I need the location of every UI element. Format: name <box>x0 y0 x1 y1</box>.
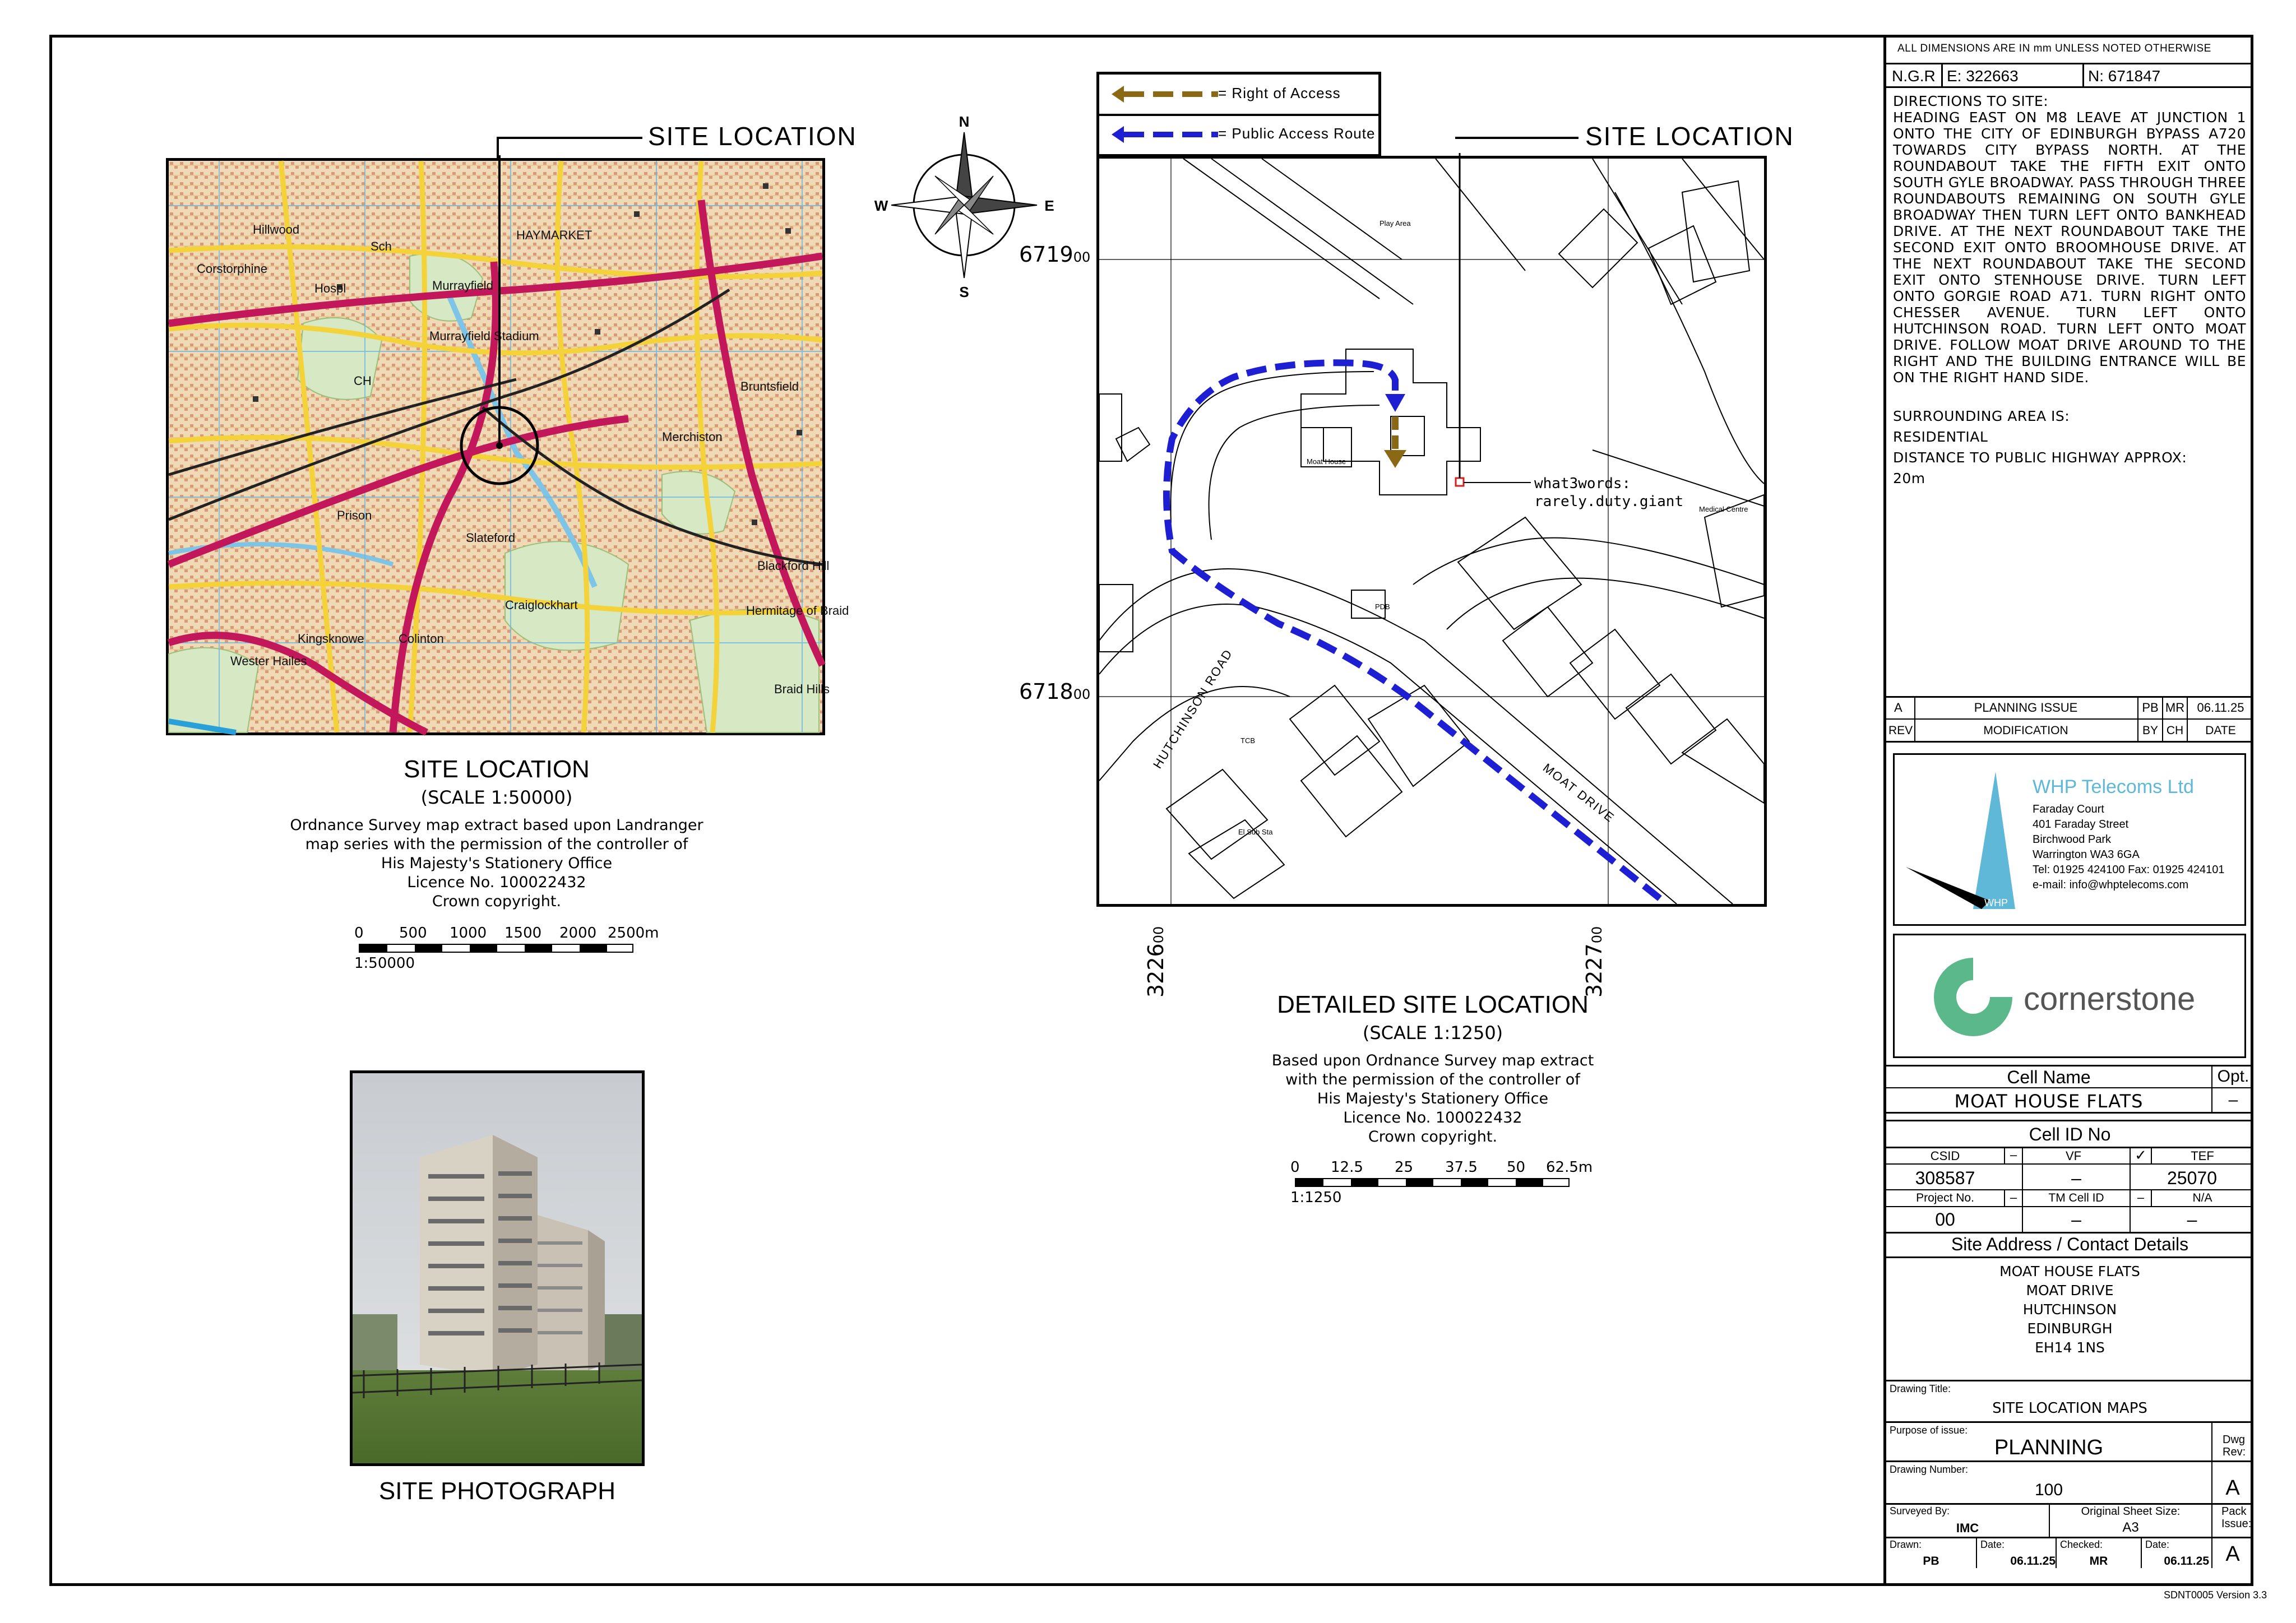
surrounding-label: SURROUNDING AREA IS: <box>1893 408 2070 424</box>
address-line: MOAT DRIVE <box>2026 1282 2114 1299</box>
caption-line: His Majesty's Stationery Office <box>1317 1090 1549 1107</box>
na-label: N/A <box>2192 1191 2212 1204</box>
sheet-size-value: A3 <box>2122 1520 2139 1535</box>
address-line: HUTCHINSON <box>2022 1301 2117 1318</box>
address-line: e-mail: info@whptelecoms.com <box>2033 879 2189 891</box>
legend-access-text: Right of Access <box>1232 85 1341 101</box>
scale-ratio: 1:50000 <box>354 955 415 972</box>
north-arrow <box>874 110 1054 300</box>
site-location-callout: SITE LOCATION <box>648 122 857 151</box>
directions-heading: DIRECTIONS TO SITE: <box>1893 93 2049 109</box>
caption-scale: (SCALE 1:50000) <box>420 787 573 808</box>
photo-graphic <box>353 1073 642 1463</box>
caption-line: with the permission of the controller of <box>1285 1071 1580 1088</box>
grid-n2-sub: 00 <box>1073 687 1091 702</box>
whp-logo-text: WHP <box>1984 897 2008 908</box>
csid-mark: – <box>2010 1148 2017 1162</box>
vf-label: VF <box>2065 1149 2082 1163</box>
pack-issue-value: A <box>2225 1542 2240 1566</box>
vf-value: – <box>2071 1168 2081 1188</box>
caption-line: His Majesty's Stationery Office <box>381 855 613 872</box>
vf-mark: ✓ <box>2135 1147 2147 1163</box>
site-address-label: Site Address / Contact Details <box>1951 1234 2189 1254</box>
scale-tick: 25 <box>1395 1159 1414 1176</box>
scale-tick: 0 <box>354 925 364 942</box>
address-line: 401 Faraday Street <box>2033 818 2129 831</box>
tm-value: – <box>2071 1209 2081 1230</box>
client-name: cornerstone <box>2024 981 2196 1017</box>
cell-name-value: MOAT HOUSE FLATS <box>1954 1091 2144 1112</box>
drawn-value: PB <box>1923 1555 1939 1568</box>
scale-tick: 1500 <box>504 925 542 942</box>
map-label: Slateford <box>466 531 516 545</box>
project-label: Project No. <box>1916 1191 1974 1204</box>
caption-title: SITE LOCATION <box>404 755 590 783</box>
caption-line: Based upon Ordnance Survey map extract <box>1271 1052 1594 1069</box>
grid-n2-main: 6718 <box>1019 679 1073 704</box>
compass-s: S <box>959 284 969 300</box>
compass-rose-icon <box>874 110 1054 300</box>
scale-ratio: 1:1250 <box>1290 1189 1342 1206</box>
date1-label: Date: <box>1980 1539 2005 1550</box>
map-label: Merchiston <box>662 430 723 444</box>
ngr-label: N.G.R <box>1892 67 1936 85</box>
purpose-label: Purpose of issue: <box>1890 1425 1968 1436</box>
csid-label: CSID <box>1930 1149 1960 1163</box>
rev-modification: PLANNING ISSUE <box>1974 701 2078 715</box>
address-line: Birchwood Park <box>2033 833 2112 846</box>
scale-tick: 2500m <box>608 925 659 942</box>
rev-header-ch: CH <box>2166 724 2184 737</box>
rev-header-by: BY <box>2142 724 2158 737</box>
date2-value: 06.11.25 <box>2164 1555 2209 1568</box>
drawing-rev: A <box>2225 1476 2240 1500</box>
project-value: 00 <box>1935 1209 1955 1230</box>
address-line: Tel: 01925 424100 Fax: 01925 424101 <box>2033 864 2225 876</box>
w3w-label: what3words: <box>1534 475 1631 492</box>
compass-w: W <box>874 197 888 214</box>
address-line: Warrington WA3 6GA <box>2033 848 2140 861</box>
scale-tick: 37.5 <box>1445 1159 1478 1176</box>
compass-n: N <box>959 113 970 130</box>
rev-header-rev: REV <box>1888 724 1913 737</box>
opt-label: Opt. <box>2217 1067 2249 1086</box>
map-label: Bruntsfield <box>740 379 799 393</box>
legend-row-route <box>1099 116 1378 154</box>
map-label: Corstorphine <box>197 262 267 276</box>
map-label: Hermitage of Braid <box>746 604 849 618</box>
rev-header-date: DATE <box>2205 724 2236 737</box>
directions-block <box>1893 93 2246 486</box>
caption-line: Crown copyright. <box>1368 1128 1498 1146</box>
caption-line: Ordnance Survey map extract based upon Landranger <box>290 817 703 834</box>
scale-tick: 2000 <box>559 925 597 942</box>
tef-value: 25070 <box>2167 1168 2217 1188</box>
map-label: Prison <box>337 508 372 522</box>
caption-line: Licence No. 100022432 <box>407 874 586 891</box>
map-label: Murrayfield Stadium <box>429 329 539 343</box>
rev-value: A <box>1894 701 1902 715</box>
tm-label: TM Cell ID <box>2048 1191 2104 1204</box>
scale-tick: 50 <box>1507 1159 1526 1176</box>
cell-id-label: Cell ID No <box>2029 1124 2111 1144</box>
distance-label: DISTANCE TO PUBLIC HIGHWAY APPROX: <box>1893 449 2187 466</box>
map-label-play-area: Play Area <box>1380 219 1411 228</box>
scale-tick: 62.5m <box>1546 1159 1593 1176</box>
date1-value: 06.11.25 <box>2010 1555 2056 1568</box>
distance-value: 20m <box>1893 470 1925 486</box>
cornerstone-logo-icon <box>1928 952 2018 1042</box>
caption-line: Crown copyright. <box>432 893 562 910</box>
caption-scale: (SCALE 1:1250) <box>1362 1022 1503 1044</box>
rev-header-mod: MODIFICATION <box>1983 724 2068 737</box>
rev-date: 06.11.25 <box>2197 701 2244 715</box>
public-access-route-icon <box>1112 126 1218 143</box>
checked-value: MR <box>2089 1555 2108 1568</box>
caption-line: map series with the permission of the controller of <box>305 836 688 853</box>
whp-logo-icon <box>1900 772 2024 912</box>
na-value: – <box>2187 1209 2197 1230</box>
scale-tick: 500 <box>399 925 427 942</box>
map-label: CH <box>354 374 372 388</box>
legend-route-text: Public Access Route <box>1232 125 1376 142</box>
surrounding-value: RESIDENTIAL <box>1893 429 1988 445</box>
caption-title: DETAILED SITE LOCATION <box>1277 991 1589 1018</box>
map-label: Wester Hailes <box>230 654 307 668</box>
os-map-graphic <box>169 161 849 732</box>
map-label: Murrayfield <box>432 279 493 293</box>
grid-northing-1 <box>1019 242 1090 267</box>
client-logo-box <box>1893 934 2246 1058</box>
map-label: Hillwood <box>253 222 300 237</box>
site-location-caption <box>222 755 771 911</box>
site-location-map <box>166 158 849 735</box>
map-label: Hospl <box>314 281 346 295</box>
address-line: Faraday Court <box>2033 803 2104 815</box>
callout-line <box>497 137 499 160</box>
csid-value: 308587 <box>1915 1168 1975 1188</box>
date2-label: Date: <box>2145 1539 2170 1550</box>
map-label: Kingsknowe <box>298 632 364 646</box>
detailed-map-graphic <box>1099 159 1764 904</box>
scale-tick: 12.5 <box>1331 1159 1363 1176</box>
map-label-el-sub-sta: El Sub Sta <box>1238 828 1273 836</box>
surveyed-value: IMC <box>1956 1521 1979 1535</box>
dimensions-note: ALL DIMENSIONS ARE IN mm UNLESS NOTED OTHERWISE <box>1897 43 2211 54</box>
legend-access-label: = Right of Access <box>1218 85 1341 101</box>
cell-name-label: Cell Name <box>2007 1067 2091 1087</box>
checked-label: Checked: <box>2060 1539 2103 1550</box>
map-label-tcb: TCB <box>1240 736 1255 745</box>
drawing-title-label: Drawing Title: <box>1890 1383 1951 1394</box>
address-line: MOAT HOUSE FLATS <box>1999 1263 2140 1279</box>
legend <box>1096 72 1381 157</box>
map-label-medical-centre: Medical Centre <box>1699 505 1748 513</box>
grid-n1-sub: 00 <box>1073 249 1091 265</box>
tm-mark: – <box>2137 1190 2145 1204</box>
scale-bar-labels <box>1290 1159 1604 1176</box>
callout-line <box>497 137 642 139</box>
detailed-map-caption <box>1152 991 1713 1147</box>
map-label: Blackford Hill <box>757 559 830 573</box>
directions-text: HEADING EAST ON M8 LEAVE AT JUNCTION 1 ONTO THE CITY OF EDINBURGH BYPASS A720 TOWARDS CITY BYPASS NORTH. AT THE ROUNDABOUT TAKE THE FIFTH EXIT ONTO SOUTH GYLE BROADWAY. PASS THROUGH THREE ROUNDABOUTS REMAINING ON SOUTH GYLE BROADWAY THEN TURN LEFT ONTO BANKHEAD DRIVE. AT THE NEXT ROUNDABOUT TAKE THE SECOND EXIT ONTO BROOMHOUSE DRIVE. AT THE NEXT ROUNDABOUT TAKE THE SECOND EXIT ONTO STENHOUSE DRIVE. TURN LEFT ONTO GORGIE ROAD A71. TURN RIGHT ONTO CHESSER AVENUE. TURN LEFT ONTO HUTCHINSON ROAD. TURN LEFT ONTO MOAT DRIVE. FOLLOW MOAT DRIVE AROUND TO THE RIGHT AND THE BUILDING ENTRANCE WILL BE ON THE RIGHT HAND SIDE. <box>1893 109 2246 386</box>
opt-value: – <box>2228 1091 2238 1109</box>
scale-bar <box>1295 1178 1570 1187</box>
map-label: HAYMARKET <box>516 228 592 242</box>
road-label-hutchinson: HUTCHINSON ROAD <box>1150 646 1235 771</box>
compass-e: E <box>1044 197 1054 214</box>
company-address <box>2033 802 2225 893</box>
detailed-site-location-callout: SITE LOCATION <box>1585 122 1794 151</box>
grid-n1-main: 6719 <box>1019 242 1073 267</box>
title-block <box>1883 35 2253 1586</box>
map-label-pdb: PDB <box>1375 602 1390 611</box>
grid-northing-2 <box>1019 679 1090 704</box>
grid-e1-main: 3226 <box>1144 943 1168 998</box>
callout-line <box>1455 137 1578 139</box>
scale-tick: 1000 <box>450 925 487 942</box>
drawing-number: 100 <box>2034 1481 2063 1499</box>
purpose-value: PLANNING <box>1994 1436 2104 1459</box>
drawing-title: SITE LOCATION MAPS <box>1992 1400 2147 1417</box>
pack-issue-label: Pack Issue: <box>2221 1505 2252 1530</box>
dwg-rev-label: Dwg Rev: <box>2223 1434 2246 1458</box>
company-logo-box <box>1893 753 2246 926</box>
address-line: EDINBURGH <box>2027 1320 2113 1337</box>
site-marker <box>1456 478 1464 486</box>
road-label-moat-drive: MOAT DRIVE <box>1540 761 1618 826</box>
map-label: Craiglockhart <box>505 598 578 612</box>
caption-line: Licence No. 100022432 <box>1343 1109 1522 1126</box>
grid-e1-sub: 00 <box>1151 926 1166 944</box>
detailed-site-map <box>1096 156 1767 907</box>
rev-by: PB <box>2142 701 2159 715</box>
map-label: Sch <box>371 239 392 253</box>
photo-title: SITE PHOTOGRAPH <box>378 1477 616 1505</box>
drawn-label: Drawn: <box>1890 1539 1922 1550</box>
tef-label: TEF <box>2191 1149 2214 1163</box>
grid-e2-main: 3227 <box>1582 943 1607 998</box>
scale-bar-labels <box>354 925 659 942</box>
drawing-number-label: Drawing Number: <box>1890 1464 1969 1475</box>
grid-easting-2 <box>1582 919 1615 998</box>
site-photograph <box>350 1070 645 1466</box>
version-note: SDNT0005 Version 3.3 <box>2164 1589 2267 1601</box>
rev-ch: MR <box>2165 701 2185 715</box>
site-address <box>1886 1262 2253 1357</box>
right-of-access-icon <box>1112 86 1218 103</box>
ngr-easting: E: 322663 <box>1947 67 2019 85</box>
company-name: WHP Telecoms Ltd <box>2033 776 2194 797</box>
project-mark: – <box>2010 1190 2017 1204</box>
w3w-value: rarely.duty.giant <box>1534 493 1684 510</box>
map-label-moat-house: Moat House <box>1307 457 1346 466</box>
address-line: EH14 1NS <box>2035 1339 2105 1356</box>
map-label: Colinton <box>399 632 444 646</box>
map-label: Braid Hills <box>774 682 830 696</box>
grid-e2-sub: 00 <box>1589 926 1605 944</box>
legend-route-label: = Public Access Route <box>1218 125 1376 142</box>
scale-bar <box>359 944 633 953</box>
scale-tick: 0 <box>1290 1159 1300 1176</box>
surveyed-label: Surveyed By: <box>1890 1505 1950 1517</box>
sheet-size-label: Original Sheet Size: <box>2081 1505 2181 1518</box>
grid-easting-1 <box>1144 919 1177 998</box>
legend-row-access <box>1099 75 1378 116</box>
ngr-northing: N: 671847 <box>2088 67 2161 85</box>
